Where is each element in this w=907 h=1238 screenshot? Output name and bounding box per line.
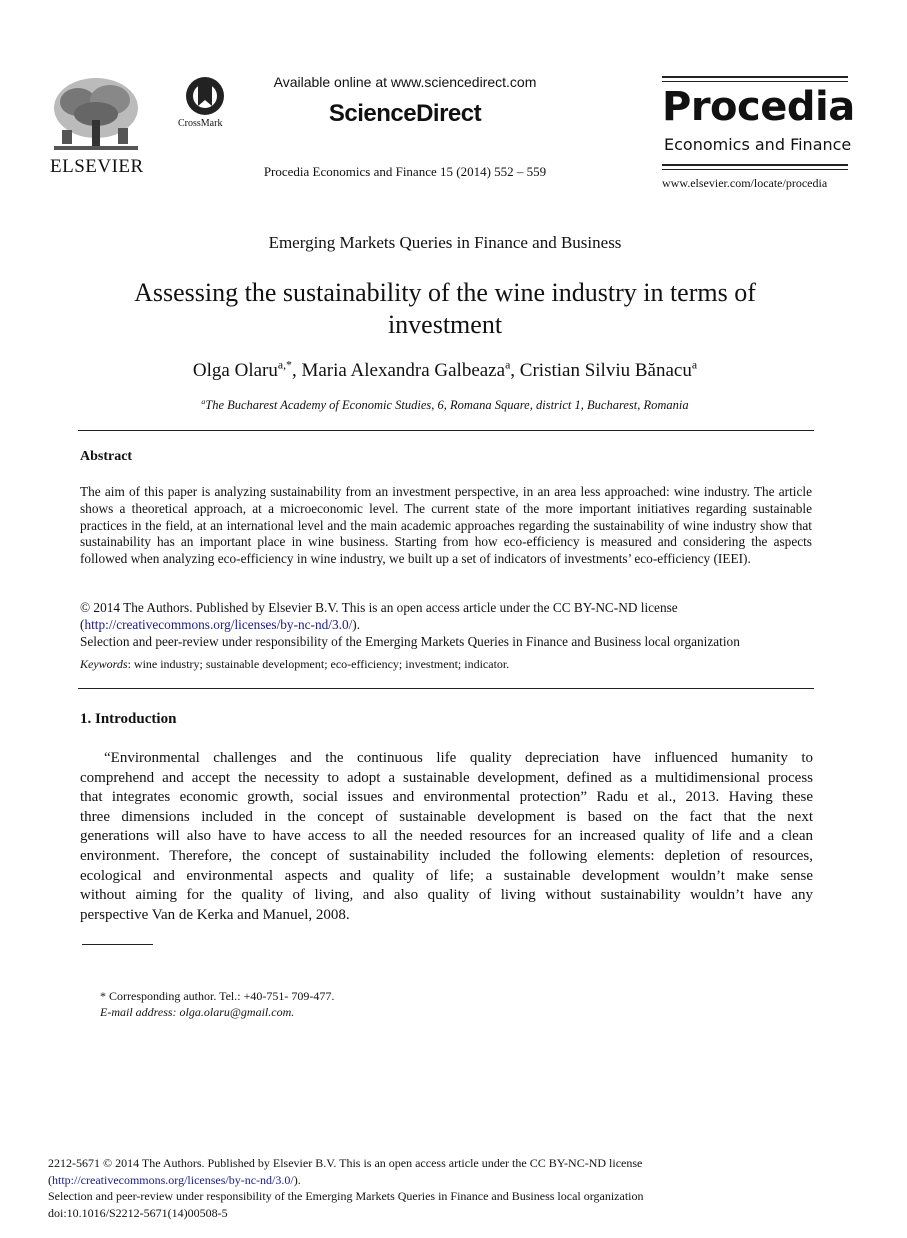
intro-line: environment. Therefore, the concept of sustainability included the following elements: depletion of resources, [80, 847, 813, 864]
article-title [0, 277, 890, 341]
keywords-label: Keywords [80, 657, 128, 671]
abstract-bottom-rule [78, 688, 814, 689]
peer-review-line: Selection and peer-review under responsibility of the Emerging Markets Queries in Finance and Business local organization [80, 634, 740, 649]
keywords [80, 657, 509, 672]
procedia-brand-subtitle: Economics and Finance [664, 135, 852, 154]
elsevier-tree-icon [48, 74, 144, 156]
intro-line: “Environmental challenges and the continuous life quality depreciation have influenced humanity to [104, 750, 813, 766]
abstract-heading: Abstract [80, 449, 133, 464]
footer-peer-review: Selection and peer-review under responsibility of the Emerging Markets Queries in Finance and Business local organization [48, 1189, 644, 1203]
abstract-top-rule [78, 430, 814, 431]
crossmark-label: CrossMark [178, 118, 223, 129]
abstract-text: The aim of this paper is analyzing sustainability from an investment perspective, in an area less approached: wine industry. The article shows a theoretical approach, at a microeconomic level. The current state of the more important initiatives regarding sustainable practices in the field, at an international level and the main academic approaches regarding the sustainability of wine industry show that sustainability has an important place in wine business. Starting from how eco-efficiency is measured and considering the aspects followed when analyzing eco-efficiency in wine industry, we built up a set of indicators of investments’ eco-efficiency (IEEI). [80, 484, 812, 567]
brand-bottom-rule-1 [662, 164, 848, 166]
footnote [100, 988, 334, 1020]
author-affiliation-sup: a [505, 358, 511, 372]
email-line [100, 1004, 334, 1020]
footer-license-line [48, 1172, 868, 1189]
procedia-brand-title: Procedia [662, 84, 855, 130]
available-online: Available online at www.sciencedirect.com [273, 74, 537, 90]
license-close-paren: ). [352, 617, 361, 632]
author-separator: , [510, 360, 520, 381]
author-separator: , [291, 360, 302, 381]
author-affiliation-sup: a, [277, 358, 287, 372]
crossmark-badge[interactable] [176, 76, 234, 134]
affiliation-text: The Bucharest Academy of Economic Studies, 6, Romana Square, district 1, Bucharest, Romania [205, 398, 689, 412]
author-affiliation-sup: a [691, 358, 698, 372]
crossmark-icon [176, 76, 234, 118]
intro-line: comprehend and accept the necessity to adopt a sustainable development, defined as a multidimensional process [80, 769, 813, 786]
corresponding-star: * [286, 358, 292, 372]
article-title-line-2: investment [387, 310, 503, 339]
license-line [80, 616, 820, 633]
footer-license-close: ). [293, 1172, 301, 1187]
page-footer [48, 1155, 868, 1221]
corresponding-author: * Corresponding author. Tel.: +40-751- 709-477. [100, 989, 335, 1003]
author-name[interactable]: Maria Alexandra Galbeaza [301, 360, 506, 381]
intro-line: three dimensions included in the concept of sustainable development is based on the fact that the next [80, 808, 813, 825]
brand-top-rule-2 [662, 81, 848, 82]
license-open-paren: ( [80, 617, 85, 632]
brand-top-rule-1 [662, 76, 848, 78]
intro-line: generations will also have to have access to all the needed resources for an increased quality of life and a clean [80, 828, 813, 845]
email-label: E-mail address: [100, 1005, 177, 1019]
footer-issn-line: 2212-5671 © 2014 The Authors. Published by Elsevier B.V. This is an open access article under the CC BY-NC-ND license [48, 1156, 643, 1170]
email-address[interactable]: olga.olaru@gmail.com. [179, 1005, 295, 1019]
journal-url[interactable]: www.elsevier.com/locate/procedia [662, 176, 828, 190]
copyright-line: © 2014 The Authors. Published by Elsevier B.V. This is an open access article under the CC BY-NC-ND license [80, 600, 678, 615]
elsevier-logo [48, 74, 148, 179]
intro-line: without aiming for the quality of living, and also quality of living without sustainability wouldn’t have any [80, 887, 813, 904]
elsevier-wordmark: ELSEVIER [50, 156, 144, 177]
footer-doi[interactable]: doi:10.1016/S2212-5671(14)00508-5 [48, 1205, 228, 1220]
intro-line: ecological and environmental aspects and quality of life; a sustainable development wouldn’t make sense [80, 867, 813, 884]
sciencedirect-logo: ScienceDirect [328, 100, 482, 127]
footnote-rule [82, 944, 153, 945]
author-list [0, 360, 890, 382]
keywords-text: : wine industry; sustainable development; eco-efficiency; investment; indicator. [127, 657, 510, 671]
intro-line: that integrates economic growth, social issues and environmental protection” Radu et al., 2013. Having these [80, 789, 813, 806]
affiliation-sup: a [201, 396, 206, 406]
article-title-line-1: Assessing the sustainability of the wine industry in terms of [134, 278, 756, 307]
affiliation [0, 398, 890, 413]
author-name[interactable]: Olga Olaru [192, 360, 278, 381]
footer-license-open: ( [48, 1172, 52, 1187]
intro-line-last: perspective Van de Kerka and Manuel, 2008. [80, 906, 350, 923]
brand-bottom-rule-2 [662, 169, 848, 170]
introduction-heading: 1. Introduction [80, 711, 177, 727]
footer-license-link[interactable]: http://creativecommons.org/licenses/by-nc-nd/3.0/ [52, 1172, 294, 1187]
license-link[interactable]: http://creativecommons.org/licenses/by-nc-nd/3.0/ [84, 617, 353, 632]
author-name[interactable]: Cristian Silviu Bănacu [519, 360, 692, 381]
conference-name: Emerging Markets Queries in Finance and Business [268, 233, 622, 252]
introduction-paragraph [80, 749, 813, 925]
journal-citation: Procedia Economics and Finance 15 (2014) 552 – 559 [263, 164, 547, 179]
abstract-license [80, 599, 820, 650]
